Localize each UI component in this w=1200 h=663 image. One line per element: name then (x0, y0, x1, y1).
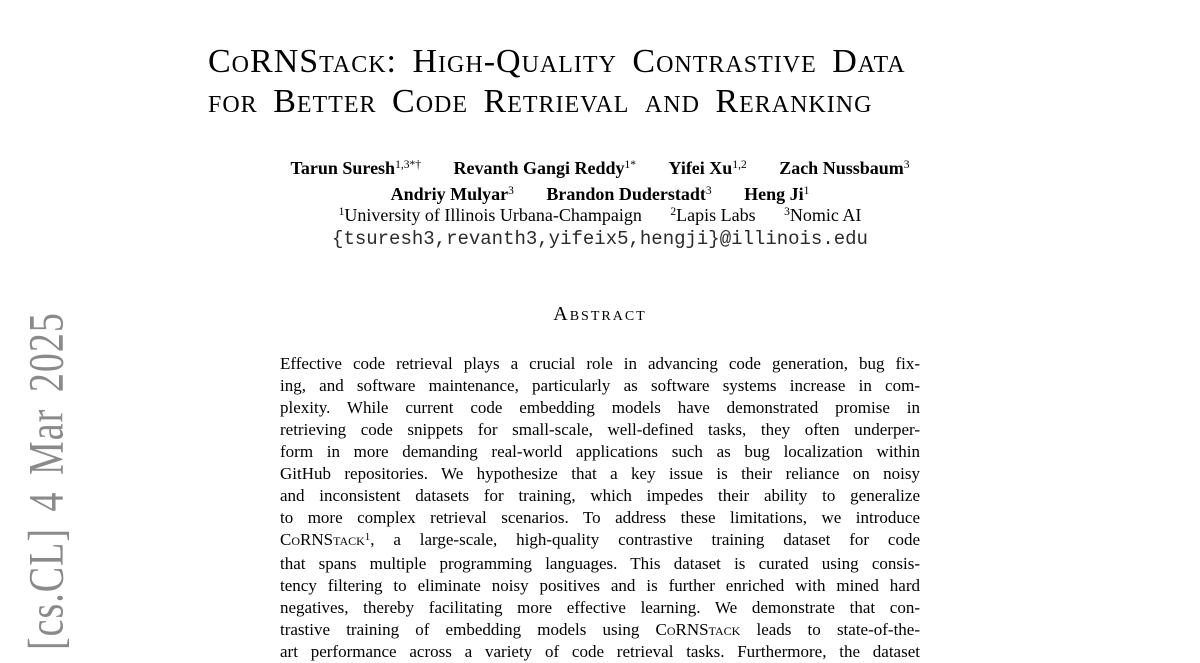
author-superscript: 1,2 (732, 159, 747, 171)
abstract-line: GitHub repositories. We hypothesize that a key issue is their reliance on noisy (280, 464, 920, 483)
title-line-2: for Better Code Retrieval and Reranking (208, 83, 873, 120)
footnote-marker: 1 (364, 531, 371, 543)
author-name: Zach Nussbaum (779, 158, 904, 178)
abstract-line: form in more demanding real-world applications such as bug localization within (280, 442, 920, 461)
affiliation-item (784, 205, 861, 225)
author (291, 158, 421, 178)
author-superscript: 1* (624, 159, 636, 171)
author-superscript: 1,3*† (395, 159, 421, 171)
affiliation-name: University of Illinois Urbana-Champaign (344, 205, 642, 225)
abstract-line: plexity. While current code embedding models have demonstrated promise in (280, 398, 920, 417)
author (744, 184, 809, 204)
affiliation-superscript: 1 (338, 206, 345, 218)
abstract-line-text: , a large-scale, high-quality contrastive training dataset for code (370, 530, 920, 549)
author-name: Heng Ji (744, 184, 804, 204)
abstract-line: tency filtering to eliminate noisy positives and is further enriched with mined hard (280, 576, 920, 595)
affiliation-superscript: 3 (784, 206, 790, 218)
author-name: Yifei Xu (668, 158, 733, 178)
author (779, 158, 909, 178)
author-row-1 (0, 157, 1200, 183)
author (391, 184, 514, 204)
abstract-line-text: trastive training of embedding models using (280, 620, 656, 639)
abstract-line: and inconsistent datasets for training, which impedes their ability to generalize (280, 486, 920, 505)
author (668, 158, 746, 178)
abstract-line: ing, and software maintenance, particularly as software systems increase in com- (280, 376, 920, 395)
abstract-line: retrieving code snippets for small-scale, well-defined tasks, they often underper- (280, 420, 920, 439)
abstract-body (280, 353, 920, 663)
abstract-line (280, 619, 920, 641)
affiliation-item (670, 205, 755, 225)
author-superscript: 3 (903, 159, 910, 171)
title-line-1: CoRNStack: High-Quality Contrastive Data (208, 43, 906, 80)
abstract-line: that spans multiple programming languages. This dataset is curated using consis- (280, 554, 920, 573)
author-name: Revanth Gangi Reddy (453, 158, 625, 178)
arxiv-watermark: [cs.CL] 4 Mar 2025 (19, 312, 75, 650)
email-line: {tsuresh3,revanth3,yifeix5,hengji}@illinois.edu (332, 228, 868, 250)
brand-smallcaps: CoRNStack (655, 620, 741, 639)
abstract-line: to more complex retrieval scenarios. To address these limitations, we introduce (280, 508, 920, 527)
author-name: Tarun Suresh (290, 158, 396, 178)
abstract-line (280, 529, 920, 553)
abstract-line: Effective code retrieval plays a crucial role in advancing code generation, bug fix- (280, 354, 920, 373)
affiliation-superscript: 2 (670, 206, 677, 218)
brand-smallcaps: CoRNStack (280, 530, 365, 549)
affiliation-name: Nomic AI (789, 205, 862, 225)
author (453, 158, 636, 178)
affiliation-item (339, 205, 642, 225)
abstract-line: negatives, thereby facilitating more effective learning. We demonstrate that con- (280, 598, 920, 617)
paper-title (208, 42, 906, 122)
author-superscript: 3 (705, 185, 712, 197)
author-name: Andriy Mulyar (390, 184, 509, 204)
author-block (0, 157, 1200, 209)
abstract-heading: Abstract (553, 303, 647, 325)
affiliation-name: Lapis Labs (676, 205, 756, 225)
abstract-line: art performance across a variety of code retrieval tasks. Furthermore, the dataset (280, 642, 920, 661)
author-name: Brandon Duderstadt (546, 184, 706, 204)
author (546, 184, 711, 204)
author-superscript: 3 (508, 185, 514, 197)
author-superscript: 1 (803, 185, 810, 197)
abstract-line-text: leads to state-of-the- (740, 620, 921, 639)
